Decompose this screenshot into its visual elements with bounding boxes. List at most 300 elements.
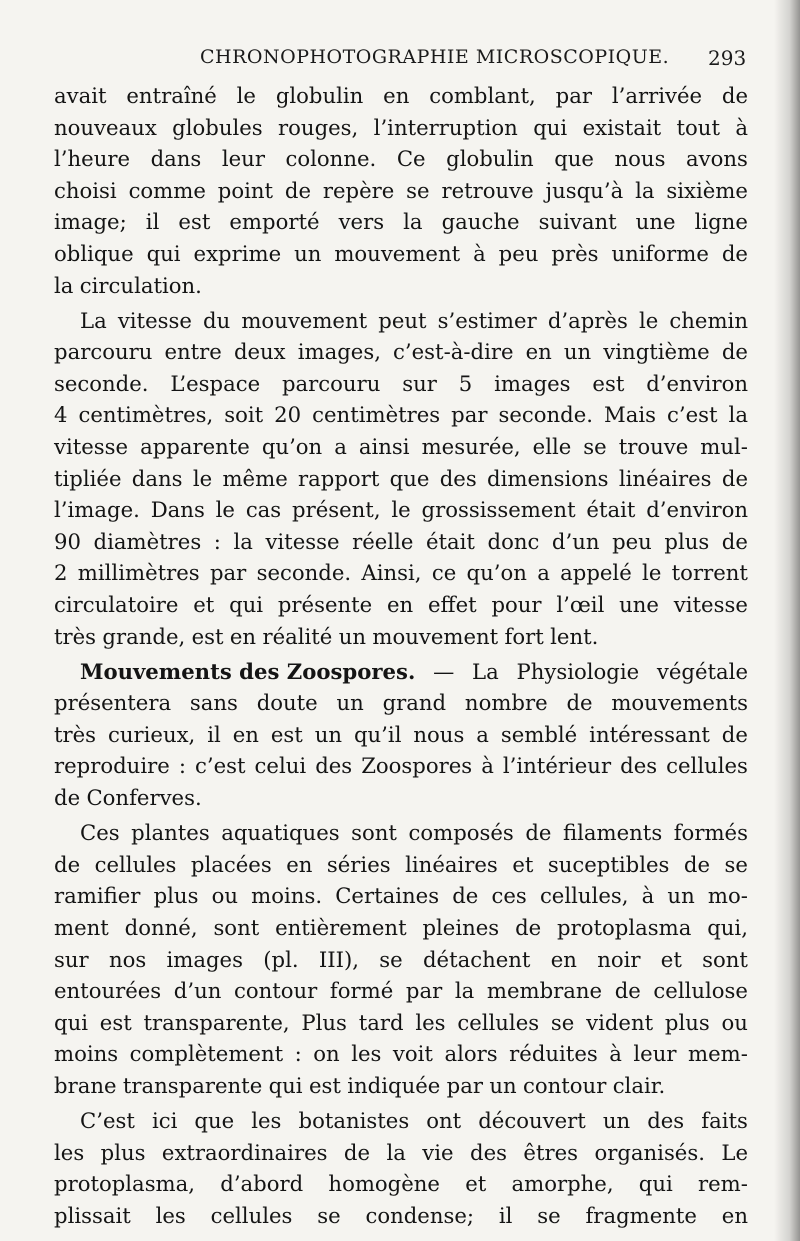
word: plissait [54,1202,131,1228]
word: un [489,1072,517,1098]
word: doute [256,690,318,716]
word: centimètres [312,402,441,428]
word: d’un [173,978,222,1004]
word: peut [378,307,427,333]
word: lent. [550,623,599,649]
word: une [635,209,676,235]
word: contour [523,1072,607,1098]
word: ligne [694,209,748,235]
word: ment [54,914,109,940]
word: l’interruption [373,114,518,140]
word: qu’il [353,721,402,747]
word: chemin [669,307,748,333]
word: : [294,1041,302,1067]
word: tout [676,114,720,140]
word: sont [702,946,748,972]
word: vitesse [673,592,748,617]
text-line [54,1105,748,1137]
word: réduites [509,1041,598,1067]
word: par [405,978,443,1004]
word: à [481,753,494,779]
word: L’espace [170,370,261,396]
word: sur [54,946,89,972]
text-line [54,112,748,144]
word: celui [254,753,307,779]
word: par [555,83,592,108]
text-line [54,368,748,400]
word: de [721,339,748,365]
word: repère [322,177,395,203]
word: réelle [352,528,414,554]
word: moins. [251,883,323,909]
word: est [270,721,303,747]
word: (pl. [263,946,299,972]
word: indiquée [347,1072,441,1098]
word: deux [233,339,286,365]
word: il [498,1202,513,1228]
word: de [452,883,479,909]
word: a [476,721,489,747]
word: les [251,1108,282,1133]
word: 90 [54,528,81,554]
text-line [54,463,748,495]
word: c’est [194,753,246,779]
word: se [550,1009,575,1035]
word: linéaires [618,465,712,491]
word: plus [664,1009,710,1035]
text-line [54,526,748,558]
word: 20 [274,402,302,428]
word: avait [54,83,107,108]
word: on [313,1041,340,1067]
word: semblé [500,721,578,747]
word: fort [504,623,544,649]
word: un [314,721,343,747]
word: de [683,851,711,877]
paragraph [54,656,748,814]
word: condense; [365,1202,475,1228]
word: un [602,1108,631,1133]
word: la [386,1139,406,1165]
word: en [387,592,414,617]
word: 2 [54,560,68,586]
word: III), [318,946,359,972]
text-line [54,621,748,653]
word: vitesse [54,434,129,460]
word: plus [100,1139,146,1165]
word: sur [402,370,437,396]
text-line [54,175,748,207]
word: présentera [54,690,172,716]
word: voit [392,1041,433,1067]
word: seconde. [256,560,352,586]
word: l’intérieur [502,753,612,779]
word: effet [427,592,477,617]
word: entraîné [126,83,217,108]
word: ramifier [54,883,141,909]
word: l’heure [54,146,131,172]
text-line [54,656,748,688]
word: séries [326,851,391,877]
word: leur [633,1041,677,1067]
word: mesurée, [421,434,521,460]
word: elle [532,434,572,460]
running-title: CHRONOPHOTOGRAPHIE MICROSCOPIQUE. [200,46,670,68]
word: un [294,240,322,266]
word: est [178,209,211,235]
text-line [54,817,748,849]
word: parcouru [281,370,381,396]
word: C’est [80,1108,135,1133]
word: donc [487,528,540,554]
word: vitesse [117,307,192,333]
word: présent, [292,497,381,523]
word: globulin [446,146,534,172]
word: mouvement [372,623,499,649]
word: moins [54,1041,119,1067]
word: homogène [328,1171,440,1197]
word: ou [721,1009,748,1035]
word: Ce [396,146,426,172]
word: aquatiques [221,820,340,846]
word: par [209,560,247,586]
word: diamètres [93,528,202,554]
word: Ces [80,820,120,846]
word: Plus [301,1009,347,1035]
paragraph [54,817,748,1101]
word: mo- [707,883,748,909]
word: plantes [131,820,210,846]
word: comme [128,177,206,203]
word: Mais [604,402,657,428]
paragraph [54,80,748,301]
word: entourées [54,978,162,1004]
word: qui [229,592,264,617]
word: la [728,402,748,428]
word: images [494,370,571,396]
word: noir [597,946,641,972]
word: clair. [612,1072,666,1098]
text-line [54,80,748,112]
word: très [54,623,97,649]
word: peu [612,528,652,554]
word: membrane [486,978,603,1004]
word: mouvement [334,240,461,266]
word: la [403,209,423,235]
word: uniforme [611,240,709,266]
word: mouvements [611,690,748,716]
word: des [470,1139,507,1165]
word: sans [189,690,238,716]
word: seconde. [54,370,149,396]
word: de [566,690,593,716]
word: en [232,721,259,747]
word: vingtième [603,339,710,365]
paragraph [54,1105,748,1231]
text-line [54,557,748,589]
word: avons [686,146,748,172]
text-line [54,336,748,368]
word: les [351,1041,382,1067]
word: découvert [478,1108,586,1133]
word: réalité [262,623,333,649]
word: à [641,883,655,909]
word: 5 [458,370,473,396]
word: cellules [94,851,177,877]
word: êtres [523,1139,579,1165]
word: en [525,339,552,365]
word: formé [329,978,394,1004]
word: sont [213,914,260,940]
word: Conferves. [86,785,202,811]
word: qui [638,1171,673,1197]
word: un [563,339,592,365]
word: des [439,465,477,491]
word: d’après [547,307,628,333]
text-line [54,782,748,814]
word: et [660,946,682,972]
word: apparente [140,434,250,460]
word: ainsi [358,434,410,460]
text-line [54,431,748,463]
word: tard [358,1009,404,1035]
text-line [54,944,748,976]
word: des [315,753,353,779]
word: de [721,83,748,108]
word: complètement [129,1041,284,1067]
word: dans [131,465,183,491]
word: La [80,307,107,333]
word: de [54,851,81,877]
word: composés [408,820,514,846]
word: vers [338,209,385,235]
word: sont [351,820,397,846]
word: du [203,307,231,333]
word: détachent [422,946,531,972]
word: une [619,592,659,617]
word: torrent [671,560,748,586]
text-line [54,270,748,302]
word: peu [498,240,539,266]
word: curieux, [108,721,196,747]
word: est [99,1009,132,1035]
word: très [54,721,97,747]
word: millimètres [77,560,200,586]
word: et [512,851,534,877]
word: dimensions [487,465,609,491]
word: d’environ [646,497,748,523]
text-line [54,1007,748,1039]
word: La [472,658,499,684]
word: ou [211,883,239,909]
word: brane [54,1072,117,1098]
word: vident [586,1009,654,1035]
word: qui [146,240,181,266]
word: que [554,146,594,172]
word: se [379,946,403,972]
word: la [454,978,475,1004]
word: les [415,1009,446,1035]
word: en [721,1202,748,1228]
text-line [54,719,748,751]
text-line [54,750,748,782]
word: la [635,177,655,203]
word: — [433,658,455,684]
page-edge-shadow [774,0,800,1241]
word: comblant, [429,83,536,108]
word: l’image. [54,497,140,523]
word: le [642,560,662,586]
word: parcouru [54,339,153,365]
word: 4 [54,402,68,428]
word: Ainsi, [361,560,422,586]
word: et [465,1171,487,1197]
word: plus [153,883,199,909]
word: l’arrivée [611,83,703,108]
word: il [207,721,221,747]
word: les [155,1202,186,1228]
word: amorphe, [511,1171,614,1197]
word: l’œil [556,592,605,617]
word: la [54,272,74,298]
word: plus [664,528,710,554]
word: se [317,1202,341,1228]
text-line [54,687,748,719]
word: Le [721,1139,748,1165]
text-line [54,1137,748,1169]
word: nous [413,721,465,747]
word: organisés. [594,1139,705,1165]
text-line [54,494,748,526]
word: des [647,1108,685,1133]
word: que [194,1108,235,1133]
word: images [166,946,243,972]
word: de [284,177,311,203]
word: emporté [229,209,320,235]
word: grossissement [421,497,576,523]
word: colonne. [285,146,377,172]
word: globulin [275,83,364,108]
word: circulatoire [54,592,179,617]
word: par [446,1072,483,1098]
word: Physiologie [516,658,640,684]
word: la [233,528,253,554]
word: sixième [666,177,748,203]
word: est [191,623,224,649]
word: protoplasma, [54,1171,196,1197]
word: que [389,465,430,491]
word: ces [491,883,527,909]
word: grand [382,690,447,716]
word: extraordinaires [161,1139,328,1165]
word: de [721,528,748,554]
word: placées [190,851,272,877]
word: seconde. [498,402,594,428]
word: est [592,370,625,396]
word: ici [151,1108,178,1133]
word: protoplasma [557,914,692,940]
text-line [54,238,748,270]
word: cellules [457,1009,540,1035]
word: en [286,851,313,877]
word: de [515,914,542,940]
word: trouve [618,434,689,460]
word: cas [245,497,282,523]
word: a [334,434,347,460]
page-number: 293 [708,46,747,70]
word: par [451,402,488,428]
word: le [391,497,411,523]
word: est [308,1072,341,1098]
word: tipliée [54,465,122,491]
word: linéaires [405,851,498,877]
word: mem- [688,1041,748,1067]
word: de [54,785,81,811]
word: d’environ [646,370,748,396]
word: nombre [464,690,548,716]
word: contour [234,978,318,1004]
word: nous [614,146,666,172]
word: entièrement [275,914,407,940]
word: de [721,240,748,266]
word: Zoospores [361,753,473,779]
word: transparente [122,1072,263,1098]
word: point [217,177,274,203]
text-line [54,849,748,881]
word: images, [297,339,381,365]
text-line [54,880,748,912]
word: le [236,83,256,108]
word: des [620,753,658,779]
word: c’est-à-dire [393,339,514,365]
word: un [336,690,364,716]
word: nouveaux [54,114,157,140]
word: pour [491,592,542,617]
word: reproduire [54,753,170,779]
word: botanistes [298,1108,410,1133]
word: près [551,240,599,266]
word: mouvement [241,307,368,333]
word: se [724,851,748,877]
word: se [537,1202,561,1228]
word: suceptibles [547,851,670,877]
word: un [338,623,366,649]
word: les [54,1139,85,1165]
word: même [222,465,288,491]
word: image; [54,209,127,235]
word: grande, [102,623,186,649]
word: Certaines [335,883,440,909]
text-line [54,1038,748,1070]
word: entre [164,339,222,365]
word: leur [221,146,265,172]
word: c’est [667,402,718,428]
text-line [54,1168,748,1200]
word: pleines [422,914,500,940]
word: dans [150,146,202,172]
word: centimètres, [78,402,214,428]
text-line [54,1200,748,1232]
word: globules [172,114,263,140]
word: cellules [210,1202,293,1228]
word: vitesse [265,528,340,554]
word: gauche [441,209,520,235]
word: fragmente [585,1202,697,1228]
word: un [667,883,695,909]
word: formés [673,820,748,846]
word: végétale [656,658,748,684]
word: oblique [54,240,134,266]
